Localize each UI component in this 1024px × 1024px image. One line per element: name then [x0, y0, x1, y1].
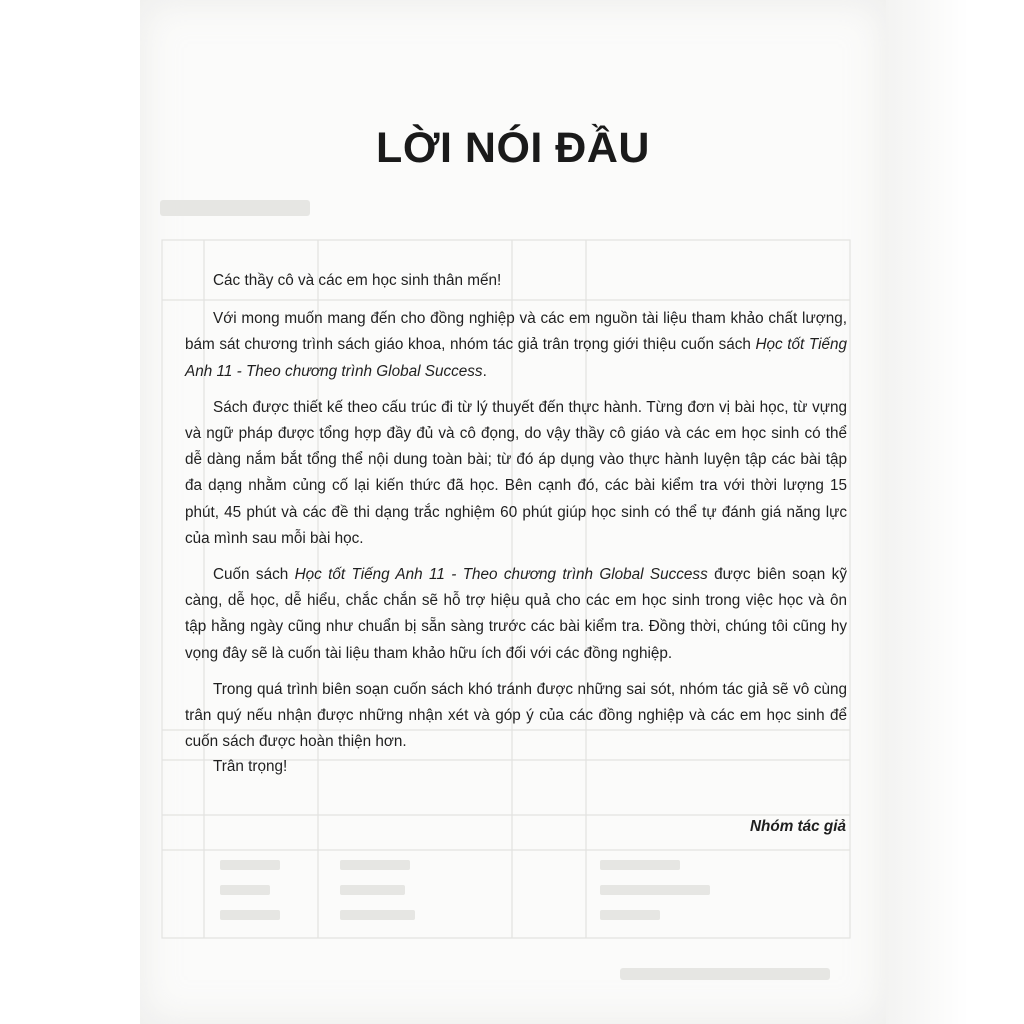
- paragraph-1-before: Với mong muốn mang đến cho đồng nghiệp và các em nguồn tài liệu tham khảo chất lượng, bám sát chương trình sách giáo khoa, nhóm tác giả trân trọng giới thiệu cuốn sách: [185, 310, 847, 354]
- paragraph-3-after: được biên soạn kỹ càng, dễ học, dễ hiểu, chắc chắn sẽ hỗ trợ hiệu quả cho các em học sinh trong việc học và ôn tập hằng ngày cũng như chuẩn bị sẵn sàng trước các bài kiểm tra. Đồng thời, chúng tôi cũng hy vọng đây sẽ là cuốn tài liệu tham khảo hữu ích đối với các đồng nghiệp.: [185, 566, 847, 662]
- paragraph-4: Trong quá trình biên soạn cuốn sách khó tránh được những sai sót, nhóm tác giả sẽ vô cùng trân quý nếu nhận được những nhận xét và góp ý của các đồng nghiệp và các em học sinh để cuốn sách được hoàn thiện hơn.: [185, 680, 847, 751]
- paragraph-2: Sách được thiết kế theo cấu trúc đi từ lý thuyết đến thực hành. Từng đơn vị bài học, từ vựng và ngữ pháp được tổng hợp đầy đủ và cô đọng, do vậy thầy cô giáo và các em học sinh có thể dễ dàng nắm bắt tổng thể nội dung toàn bài; từ đó áp dụng vào thực hành luyện tập các bài tập đa dạng nhằm củng cố lại kiến thức đã học. Bên cạnh đó, các bài kiểm tra với thời lượng 15 phút, 45 phút và các đề thi dạng trắc nghiệm 60 phút giúp học sinh có thể tự đánh giá năng lực của mình sau mỗi bài học.: [185, 398, 847, 547]
- closing-text: Trân trọng!: [213, 758, 288, 775]
- preface-body: [185, 268, 847, 765]
- adjacent-page-edge: [886, 0, 1024, 1024]
- book-title: Học tốt Tiếng Anh 11 - Theo chương trình Global Success: [185, 336, 847, 380]
- page-title: LỜI NÓI ĐẦU: [376, 124, 650, 172]
- greeting: Các thầy cô và các em học sinh thân mến!: [213, 272, 502, 289]
- book-title: Học tốt Tiếng Anh 11 - Theo chương trình Global Success: [294, 566, 708, 584]
- paragraph-3: [185, 562, 847, 667]
- paragraph-3-before: Cuốn sách: [213, 566, 295, 584]
- paragraph-1: [185, 306, 847, 385]
- author-signature: Nhóm tác giả: [749, 818, 846, 835]
- document-page: [140, 0, 886, 1024]
- paragraph-1-after: .: [482, 362, 487, 380]
